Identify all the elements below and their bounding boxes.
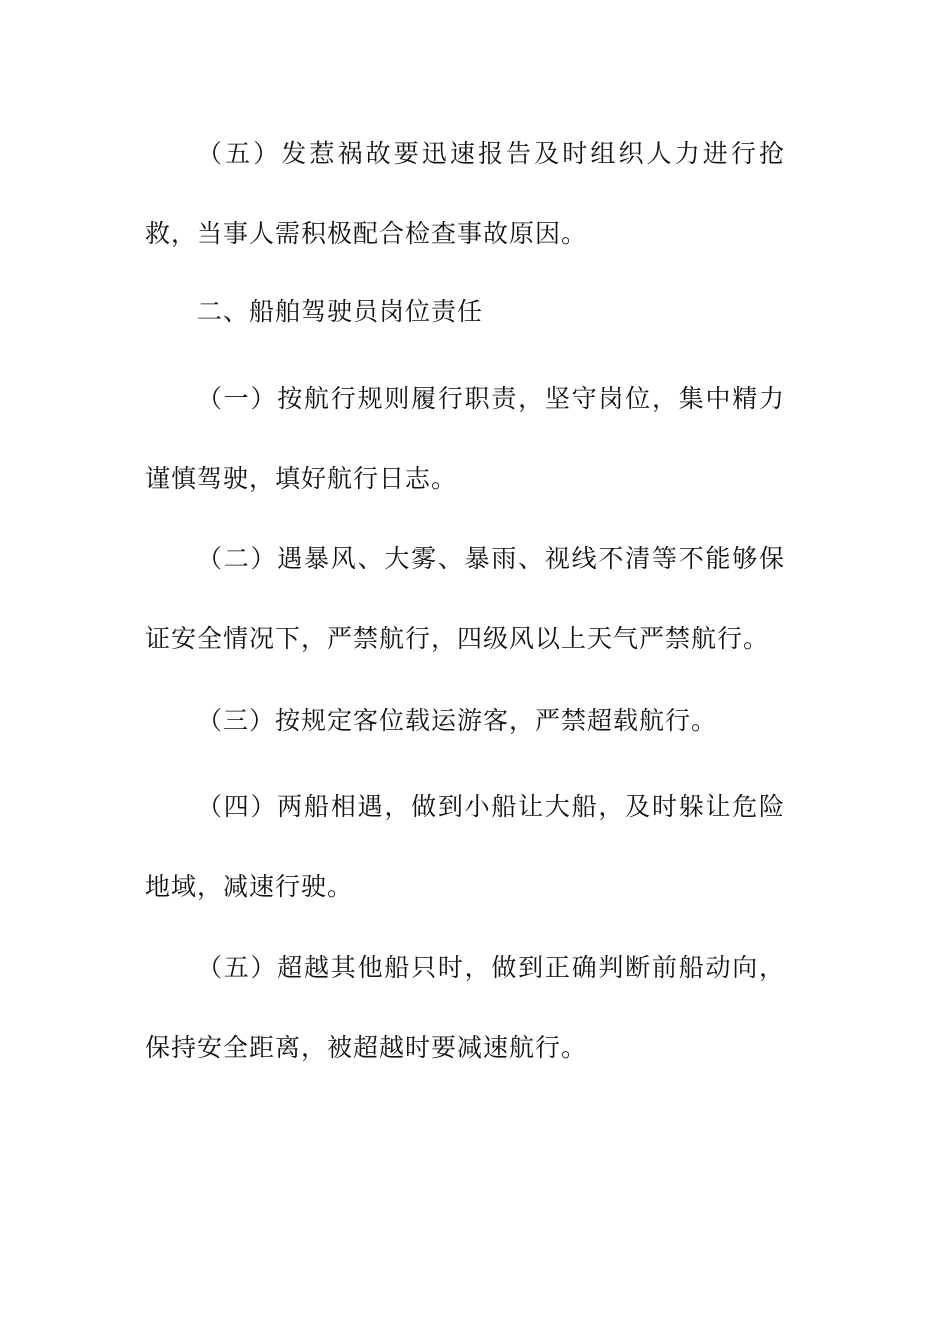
section-heading-pilot-duties: 二、船舶驾驶员岗位责任 [197, 297, 484, 326]
paragraph-item-4: （四）两船相遇，做到小船让大船，及时躲让危险地域，减速行驶。 [145, 792, 785, 901]
paragraph-item-1: （一）按航行规则履行职责，坚守岗位，集中精力谨慎驾驶，填好航行日志。 [145, 384, 785, 493]
paragraph-item-2: （二）遇暴风、大雾、暴雨、视线不清等不能够保证安全情况下，严禁航行，四级风以上天气严禁航行。 [145, 544, 785, 653]
paragraph-item-3: （三）按规定客位载运游客，严禁超载航行。 [197, 706, 718, 735]
paragraph-accident-response: （五）发惹祸故要迅速报告及时组织人力进行抢救，当事人需积极配合检查事故原因。 [145, 139, 785, 248]
paragraph-item-5: （五）超越其他船只时，做到正确判断前船动向，保持安全距离，被超越时要减速航行。 [145, 953, 785, 1062]
